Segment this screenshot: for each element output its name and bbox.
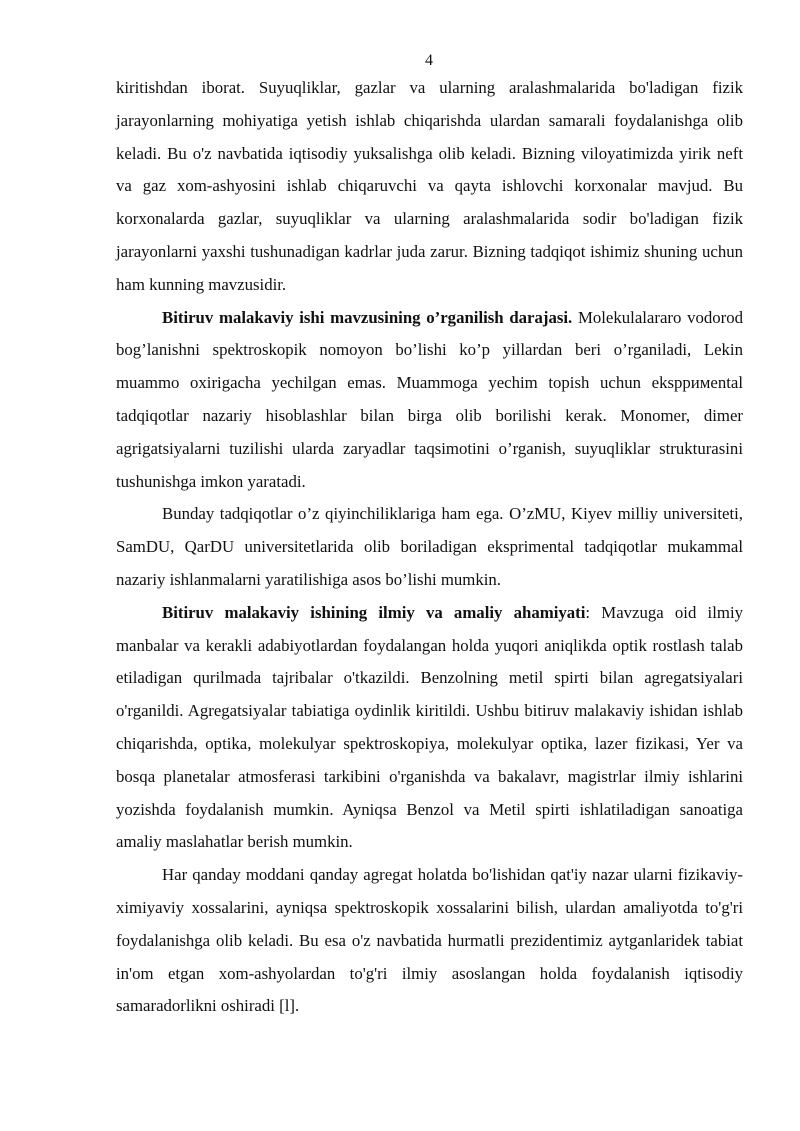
paragraph-text: Molekulalararo vodorod bog’lanishni spektroskopik nomoyon bo’lishi ko’p yillardan beri o’rganiladi, Lekin muammo oxirigacha yechilgan emas. Muammoga yechim topish uchun ekspримental tadqiqotlar nazariy hisoblashlar bilan birga olib borilishi kerak. Monomer, dimer agrigatsiyalarni tuzilishi ularda zaryadlar taqsimotini o’rganish, suyuqliklar strukturasini tushunishga imkon yaratadi.: [116, 307, 744, 491]
paragraph-text: kiritishdan iborat. Suyuqliklar, gazlar va ularning aralashmalarida bo'ladigan fizik jarayonlarning mohiyatiga yetish ishlab chiqarishda ulardan samarali foydalanishga olib keladi. Bu o'z navbatida iqtisodiy yuksalishga olib keladi. Bizning viloyatimizda yirik neft va gaz xom-ashyosini ishlab chiqaruvchi va qayta ishlovchi korxonalar mavjud. Bu korxonalarda gazlar, suyuqliklar va ularning aralashmalarida sodir bo'ladigan fizik jarayonlarni yaxshi tushunadigan kadrlar juda zarur. Bizning tadqiqot ishimiz shuning uchun ham kunning mavzusidir.: [116, 78, 743, 294]
paragraph-significance: [116, 597, 743, 859]
paragraph-text: Bunday tadqiqotlar o’z qiyinchiliklariga ham ega. O’zMU, Kiyev milliy universiteti, SamDU, QarDU universitetlarida olib boriladigan eksprimental tadqiqotlar mukammal nazariy ishlanmalarni yaratilishiga asos bo’lishi mumkin.: [116, 504, 743, 589]
paragraph-topic-relevance: [116, 72, 743, 302]
page-number: 4: [425, 52, 433, 69]
paragraph-study-level: [116, 302, 743, 499]
paragraph-text: : Mavzuga oid ilmiy manbalar va kerakli adabiyotlardan foydalangan holda yuqori aniqlikda optik rostlash talab etiladigan qurilmada tajribalar o'tkazildi. Benzolning metil spirti bilan agregatsiyalari o'rganildi. Agregatsiyalar tabiatiga oydinlik kiritildi. Ushbu bitiruv malakaviy ishidan ishlab chiqarishda, optika, molekulyar spektroskopiya, molekulyar optika, lazer fizikasi, Yer va bosqa planetalar atmosferasi tarkibini o'rganishda va bakalavr, magistrlar ilmiy ishlarini yozishda foydalanish mumkin. Ayniqsa Benzol va Metil spirti ishlatiladigan sanoatiga amaliy maslahatlar berish mumkin.: [116, 602, 743, 852]
paragraph-difficulties: [116, 498, 743, 596]
document-body: [116, 72, 743, 1023]
paragraph-text: Har qanday moddani qanday agregat holatda bo'lishidan qat'iy nazar ularni fizikaviy-ximiyaviy xossalarini, ayniqsa spektroskopik xossalarini bilish, ulardan amaliyotda to'g'ri foydalanishga olib keladi. Bu esa o'z navbatida hurmatli prezidentimiz aytganlaridek tabiat in'om etgan xom-ashyolardan to'g'ri ilmiy asoslangan holda foydalanish iqtisodiy samaradorlikni oshiradi [l].: [116, 865, 743, 1016]
section-heading-significance: Bitiruv malakaviy ishining ilmiy va amaliy ahamiyati: [162, 602, 586, 622]
paragraph-conclusion: [116, 859, 743, 1023]
section-heading-study-level: Bitiruv malakaviy ishi mavzusining o’rganilish darajasi.: [162, 307, 573, 327]
